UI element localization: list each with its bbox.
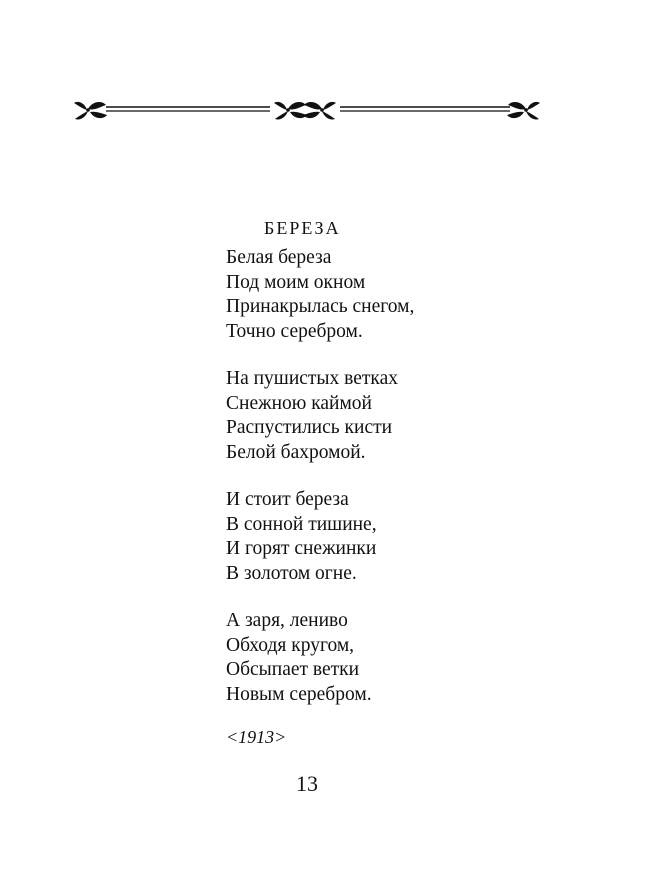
poem-line: И горят снежинки — [226, 538, 377, 559]
poem-line: В золотом огне. — [226, 562, 357, 584]
leaf-border-ornament-icon — [70, 94, 546, 128]
poem-line: И стоит береза — [226, 489, 349, 510]
poem-title: БЕРЕЗА — [264, 218, 341, 238]
stanza — [226, 367, 556, 465]
poem-line: Белой бахромой. — [226, 441, 366, 463]
poem-line: На пушистых ветках — [226, 368, 399, 389]
stanza — [226, 246, 556, 344]
stanza — [226, 488, 556, 586]
poem-line: Белая береза — [226, 247, 332, 268]
poem-line: Обходя кругом, — [226, 634, 355, 656]
poem-date: <1913> — [226, 727, 287, 747]
poem-line: Снежною каймой — [226, 392, 372, 414]
poem-line: Принакрылась снегом, — [226, 296, 415, 317]
stanza — [226, 609, 556, 707]
decorative-leaf-border — [70, 94, 546, 128]
poem-line: А заря, лениво — [226, 610, 348, 631]
poem-line: В сонной тишине, — [226, 513, 377, 535]
poem — [226, 216, 556, 748]
page-number: 13 — [296, 771, 318, 796]
poem-line: Распустились кисти — [226, 417, 393, 438]
poem-line: Под моим окном — [226, 271, 366, 293]
poem-line: Обсыпает ветки — [226, 659, 360, 680]
poem-line: Новым серебром. — [226, 683, 372, 705]
poem-line: Точно серебром. — [226, 320, 363, 342]
